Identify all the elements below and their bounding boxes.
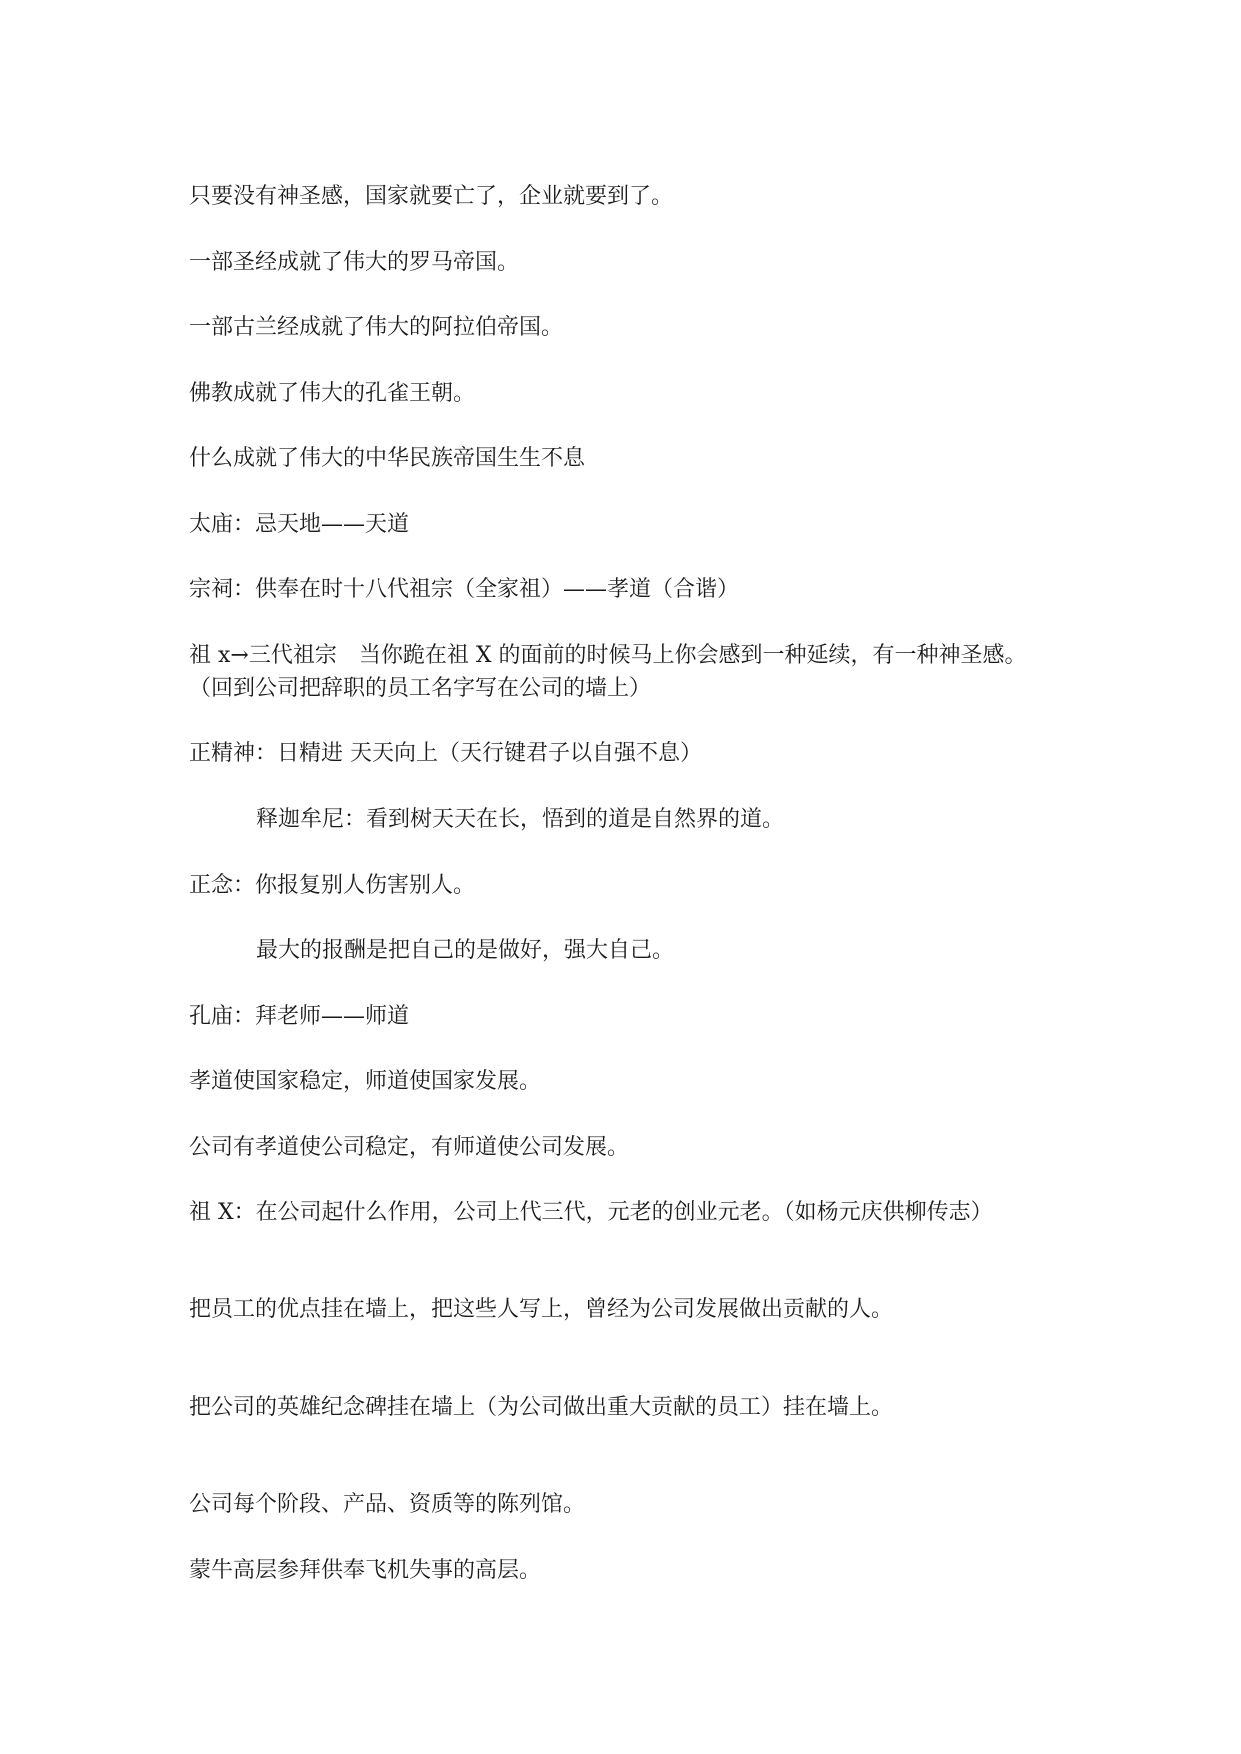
paragraph-14: 孝道使国家稳定，师道使国家发展。 xyxy=(189,1069,542,1094)
paragraph-7: 宗祠：供奉在时十八代祖宗（全家祖）——孝道（合谐） xyxy=(189,577,740,602)
paragraph-8: 祖 x→三代祖宗 当你跪在祖 X 的面前的时候马上你会感到一种延续，有一种神圣感。 xyxy=(189,643,1027,668)
paragraph-3: 一部古兰经成就了伟大的阿拉伯帝国。 xyxy=(189,315,564,340)
paragraph-13: 孔庙：拜老师——师道 xyxy=(189,1004,410,1029)
paragraph-12: 最大的报酬是把自己的是做好，强大自己。 xyxy=(256,938,675,963)
paragraph-6: 太庙：忌天地——天道 xyxy=(189,512,410,537)
paragraph-20: 蒙牛高层参拜供奉飞机失事的高层。 xyxy=(189,1558,542,1583)
paragraph-18: 把公司的英雄纪念碑挂在墙上（为公司做出重大贡献的员工）挂在墙上。 xyxy=(189,1395,894,1420)
paragraph-19: 公司每个阶段、产品、资质等的陈列馆。 xyxy=(189,1492,586,1517)
paragraph-17: 把员工的优点挂在墙上，把这些人写上，曾经为公司发展做出贡献的人。 xyxy=(189,1297,894,1322)
paragraph-1: 只要没有神圣感，国家就要亡了，企业就要到了。 xyxy=(189,184,674,209)
paragraph-8-continued: （回到公司把辞职的员工名字写在公司的墙上） xyxy=(189,676,652,701)
paragraph-11: 正念：你报复别人伤害别人。 xyxy=(189,873,476,898)
paragraph-10: 释迦牟尼：看到树天天在长，悟到的道是自然界的道。 xyxy=(256,807,785,832)
paragraph-15: 公司有孝道使公司稳定，有师道使公司发展。 xyxy=(189,1135,630,1160)
paragraph-2: 一部圣经成就了伟大的罗马帝国。 xyxy=(189,250,520,275)
paragraph-9: 正精神：日精进 天天向上（天行键君子以自强不息） xyxy=(189,741,702,766)
paragraph-5: 什么成就了伟大的中华民族帝国生生不息 xyxy=(189,446,586,471)
paragraph-16: 祖 X：在公司起什么作用，公司上代三代，元老的创业元老。（如杨元庆供柳传志） xyxy=(189,1200,993,1225)
paragraph-4: 佛教成就了伟大的孔雀王朝。 xyxy=(189,381,476,406)
